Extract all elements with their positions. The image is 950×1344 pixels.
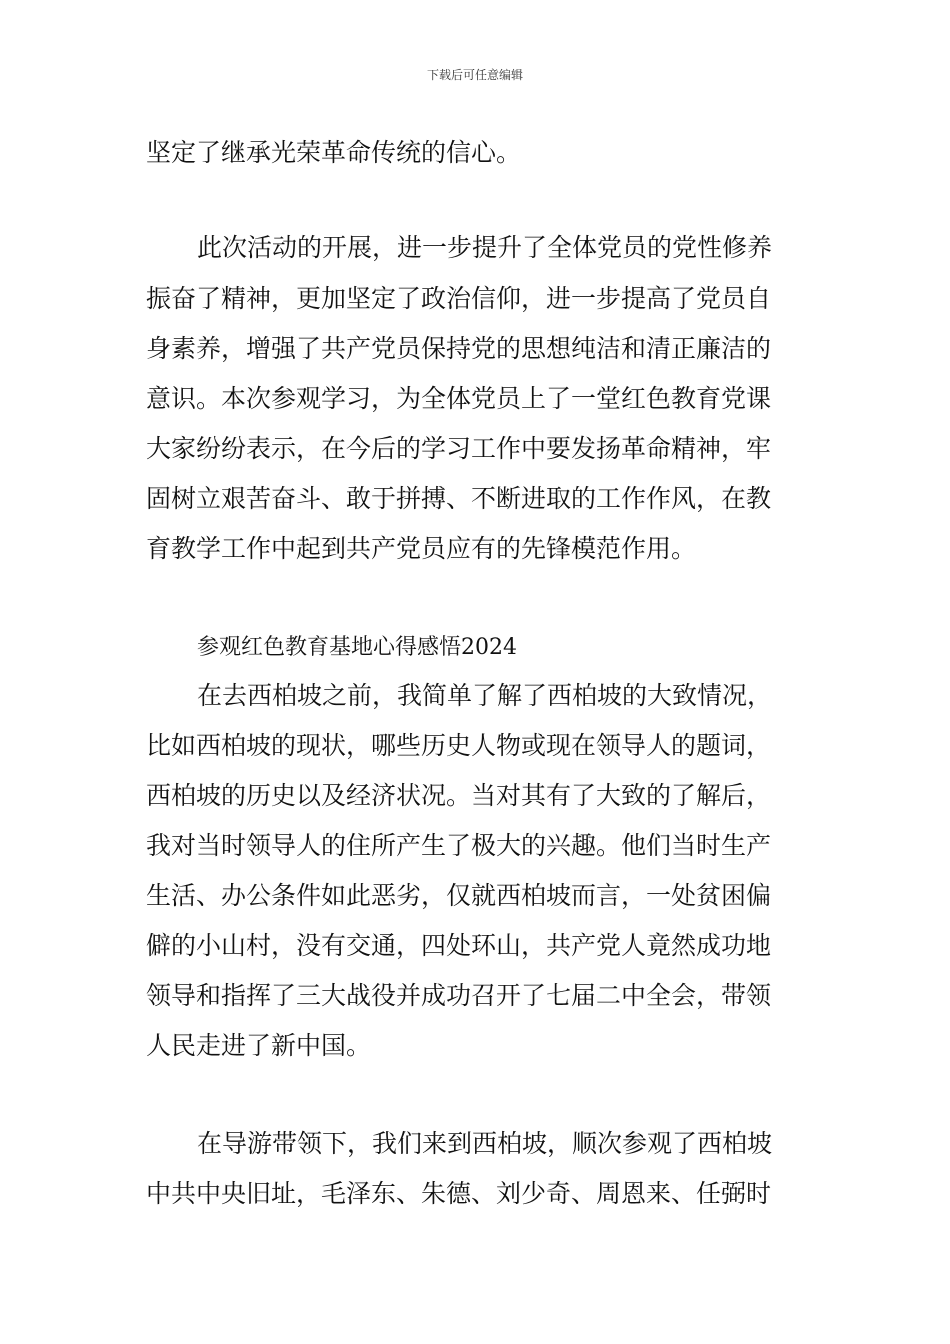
paragraph-line: 固树立艰苦奋斗、敢于拼搏、不断进取的工作作风，在教 — [146, 484, 772, 513]
paragraph-line: 大家纷纷表示，在今后的学习工作中要发扬革命精神，牢 — [146, 434, 772, 463]
paragraph-line: 意识。本次参观学习，为全体党员上了一堂红色教育党课 — [146, 384, 772, 413]
section-title: 参观红色教育基地心得感悟2024 — [197, 635, 517, 660]
page-header: 下载后可任意编辑 — [426, 68, 523, 82]
paragraph-line: 坚定了继承光荣革命传统的信心。 — [146, 138, 522, 167]
paragraph-line: 西柏坡的历史以及经济状况。当对其有了大致的了解后， — [146, 781, 772, 810]
paragraph-line: 振奋了精神，更加坚定了政治信仰，进一步提高了党员自 — [146, 284, 772, 313]
paragraph-line: 僻的小山村，没有交通，四处环山，共产党人竟然成功地 — [146, 931, 772, 960]
paragraph-line: 中共中央旧址，毛泽东、朱德、刘少奇、周恩来、任弼时 — [146, 1179, 772, 1208]
paragraph-line: 此次活动的开展，进一步提升了全体党员的党性修养 — [197, 233, 773, 262]
paragraph-line: 身素养，增强了共产党员保持党的思想纯洁和清正廉洁的 — [146, 334, 772, 363]
paragraph-line: 我对当时领导人的住所产生了极大的兴趣。他们当时生产 — [146, 831, 772, 860]
paragraph-line: 生活、办公条件如此恶劣，仅就西柏坡而言，一处贫困偏 — [146, 881, 772, 910]
paragraph-line: 育教学工作中起到共产党员应有的先锋模范作用。 — [146, 534, 697, 563]
paragraph-line: 在导游带领下，我们来到西柏坡，顺次参观了西柏坡 — [197, 1129, 773, 1158]
paragraph-line: 在去西柏坡之前，我简单了解了西柏坡的大致情况， — [197, 681, 773, 710]
paragraph-line: 领导和指挥了三大战役并成功召开了七届二中全会，带领 — [146, 981, 772, 1010]
paragraph-line: 人民走进了新中国。 — [146, 1031, 372, 1060]
paragraph-line: 比如西柏坡的现状，哪些历史人物或现在领导人的题词， — [146, 731, 772, 760]
